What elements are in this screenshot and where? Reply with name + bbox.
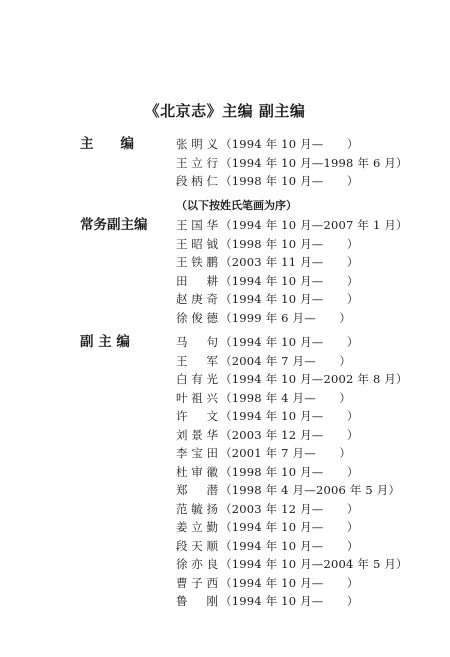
- member-row: [176, 389, 408, 408]
- member-term: （1994 年 10 月— ）: [220, 594, 359, 608]
- member-row: [176, 235, 408, 254]
- member-name: 徐俊德: [176, 310, 218, 325]
- member-name: 范毓扬: [176, 501, 218, 516]
- member-term: （1998 年 4 月—2006 年 5 月）: [220, 483, 401, 497]
- member-row: [176, 444, 408, 463]
- member-name: 王国华: [176, 218, 218, 232]
- member-term: （1998 年 10 月— ）: [220, 464, 359, 479]
- member-term: （1994 年 10 月—1998 年 6 月）: [220, 155, 408, 170]
- member-row: [176, 426, 408, 445]
- member-term: （1998 年 4 月— ）: [220, 390, 352, 405]
- member-term: （1994 年 10 月— ）: [220, 575, 359, 590]
- member-term: （1994 年 10 月— ）: [220, 273, 359, 288]
- member-term: （1998 年 10 月— ）: [220, 236, 359, 251]
- member-row: [176, 537, 408, 556]
- member-name: 许 文: [176, 409, 218, 423]
- page-title: 《北京志》主编 副主编: [144, 102, 306, 120]
- editors-in-chief-label: 主 编: [80, 136, 134, 152]
- member-name: 鲁 刚: [176, 594, 218, 608]
- member-row: [176, 555, 408, 574]
- member-term: （1994 年 10 月— ）: [220, 409, 359, 423]
- member-row: [176, 500, 408, 519]
- member-term: （1994 年 10 月— ）: [220, 292, 359, 306]
- member-name: 杜审徽: [176, 464, 218, 479]
- member-name: 张明义: [176, 137, 218, 151]
- member-term: （1994 年 10 月— ）: [220, 520, 359, 534]
- member-row: [176, 135, 408, 154]
- member-name: 姜立勤: [176, 520, 218, 534]
- executive-deputy-editors-label: 常务副主编: [80, 217, 148, 233]
- member-row: [176, 154, 408, 173]
- member-term: （1994 年 10 月— ）: [220, 335, 359, 349]
- editors-in-chief-list: [176, 135, 408, 191]
- member-row: [176, 309, 408, 328]
- member-name: 刘景华: [176, 427, 218, 442]
- member-name: 段柄仁: [176, 174, 218, 188]
- member-row: [176, 518, 408, 537]
- member-row: [176, 272, 408, 291]
- member-term: （1998 年 10 月— ）: [220, 174, 359, 188]
- member-row: [176, 352, 408, 371]
- member-row: [176, 253, 408, 272]
- member-row: [176, 463, 408, 482]
- executive-deputy-editors-list: [176, 216, 408, 327]
- member-name: 白有光: [176, 372, 218, 386]
- member-name: 王铁鹏: [176, 255, 218, 269]
- member-row: [176, 370, 408, 389]
- member-row: [176, 407, 408, 426]
- member-term: （2001 年 7 月— ）: [220, 446, 352, 460]
- member-name: 徐亦良: [176, 557, 218, 571]
- member-term: （2003 年 11 月— ）: [220, 255, 359, 269]
- deputy-editors-label: 副 主 编: [80, 334, 130, 350]
- member-name: 马 句: [176, 335, 218, 349]
- member-term: （1994 年 10 月— ）: [220, 137, 359, 151]
- member-term: （2003 年 12 月— ）: [220, 427, 359, 442]
- member-name: 段天顺: [176, 538, 218, 553]
- member-term: （2004 年 7 月— ）: [220, 353, 352, 368]
- ordering-note: （以下按姓氏笔画为序）: [176, 199, 297, 212]
- member-row: [176, 333, 408, 352]
- member-row: [176, 592, 408, 611]
- member-name: 李宝田: [176, 446, 218, 460]
- member-term: （1994 年 10 月— ）: [220, 538, 359, 553]
- deputy-editors-list: [176, 333, 408, 611]
- member-name: 曹子西: [176, 575, 218, 590]
- member-name: 叶祖兴: [176, 390, 218, 405]
- member-row: [176, 216, 408, 235]
- member-name: 王昭钺: [176, 236, 218, 251]
- member-row: [176, 172, 408, 191]
- member-row: [176, 481, 408, 500]
- member-row: [176, 574, 408, 593]
- member-name: 田 耕: [176, 273, 218, 288]
- member-term: （2003 年 12 月— ）: [220, 501, 359, 516]
- member-name: 王 军: [176, 353, 218, 368]
- member-term: （1994 年 10 月—2004 年 5 月）: [220, 557, 408, 571]
- member-term: （1994 年 10 月—2007 年 1 月）: [220, 218, 408, 232]
- member-row: [176, 290, 408, 309]
- member-name: 赵庚奇: [176, 292, 218, 306]
- member-name: 郑 潜: [176, 483, 218, 497]
- member-term: （1994 年 10 月—2002 年 8 月）: [220, 372, 408, 386]
- member-term: （1999 年 6 月— ）: [220, 310, 352, 325]
- member-name: 王立行: [176, 155, 218, 170]
